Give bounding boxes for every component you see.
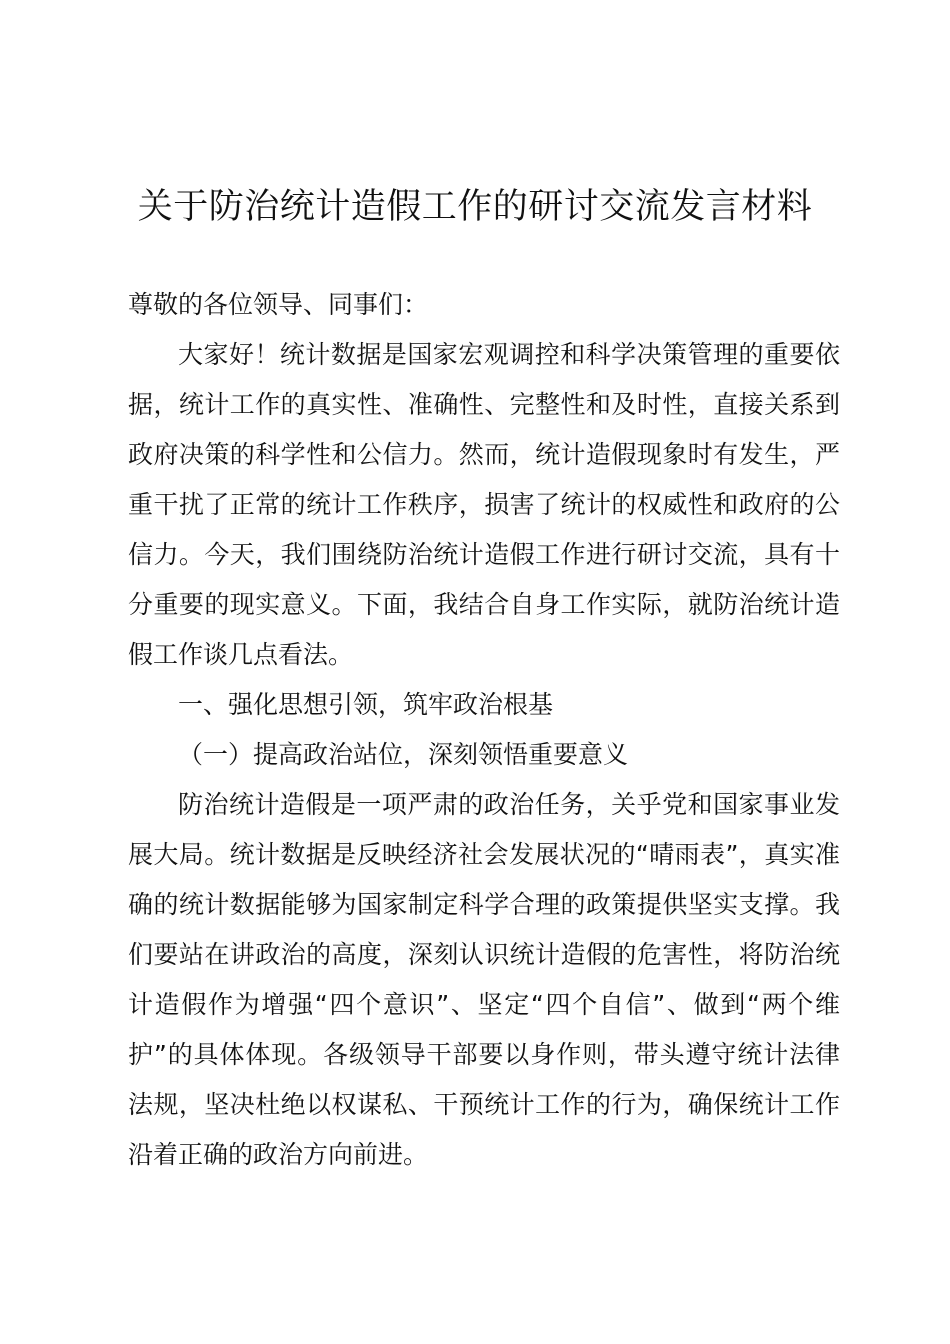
subsection-heading-1: （一）提高政治站位，深刻领悟重要意义 (178, 740, 629, 769)
document-title: 关于防治统计造假工作的研讨交流发言材料 (137, 187, 813, 227)
document-body (128, 280, 840, 1180)
section-heading-1: 一、强化思想引领，筑牢政治根基 (178, 690, 554, 719)
paragraph-intro: 大家好！统计数据是国家宏观调控和科学决策管理的重要依据，统计工作的真实性、准确性、完整性和及时性，直接关系到政府决策的科学性和公信力。然而，统计造假现象时有发生，严重干扰了正常的统计工作秩序，损害了统计的权威性和政府的公信力。今天，我们围绕防治统计造假工作进行研讨交流，具有十分重要的现实意义。下面，我结合自身工作实际，就防治统计造假工作谈几点看法。 (128, 340, 840, 669)
paragraph-body-1: 防治统计造假是一项严肃的政治任务，关乎党和国家事业发展大局。统计数据是反映经济社会发展状况的“晴雨表”，真实准确的统计数据能够为国家制定科学合理的政策提供坚实支撑。我们要站在讲政治的高度，深刻认识统计造假的危害性，将防治统计造假作为增强“四个意识”、坚定“四个自信”、做到“两个维护”的具体体现。各级领导干部要以身作则，带头遵守统计法律法规，坚决杜绝以权谋私、干预统计工作的行为，确保统计工作沿着正确的政治方向前进。 (128, 790, 840, 1169)
salutation: 尊敬的各位领导、同事们： (128, 290, 429, 319)
